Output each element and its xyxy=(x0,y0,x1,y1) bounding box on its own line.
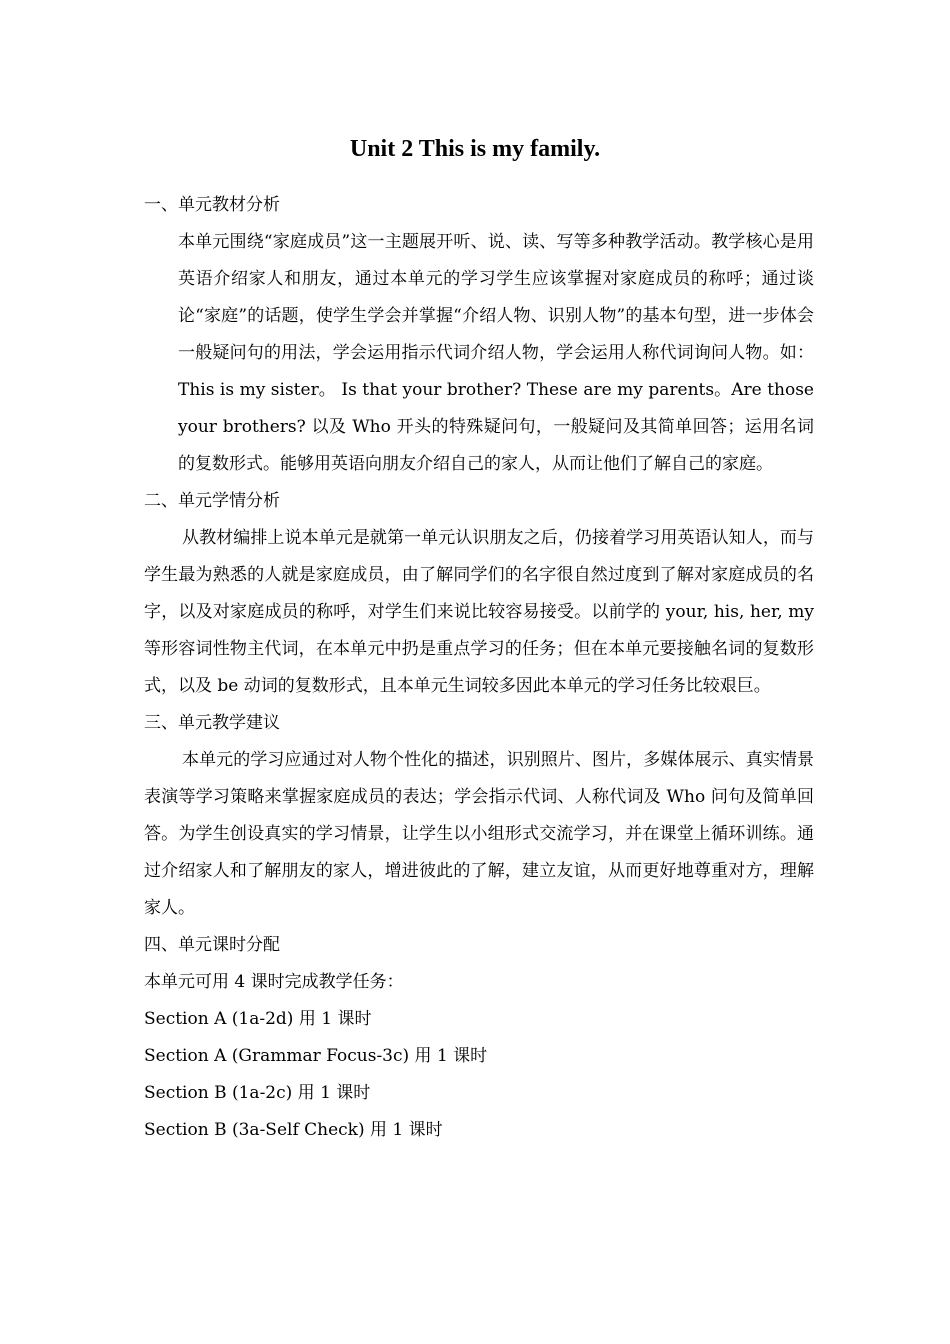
schedule-item: Section B (1a-2c) 用 1 课时 xyxy=(144,1083,371,1103)
schedule-item: Section B (3a-Self Check) 用 1 课时 xyxy=(144,1120,443,1140)
section-body-2: 从教材编排上说本单元是就第一单元认识朋友之后，仍接着学习用英语认知人，而与学生最为熟悉的人就是家庭成员，由了解同学们的名字很自然过度到了解对家庭成员的名字，以及对家庭成员的称呼，对学生们来说比较容易接受。以前学的 your, his, her, my 等形容词性物主代词，在本单元中扔是重点学习的任务；但在本单元要接触名词的复数形式，以及 be 动词的复数形式，且本单元生词较多因此本单元的学习任务比较艰巨。 xyxy=(144,528,814,696)
section-body-3: 本单元的学习应通过对人物个性化的描述，识别照片、图片，多媒体展示、真实情景表演等学习策略来掌握家庭成员的表达；学会指示代词、人称代词及 Who 问句及简单回答。为学生创设真实的学习情景，让学生以小组形式交流学习，并在课堂上循环训练。通过介绍家人和了解朋友的家人，增进彼此的了解，建立友谊，从而更好地尊重对方，理解家人。 xyxy=(144,750,814,918)
schedule-intro: 本单元可用 4 课时完成教学任务： xyxy=(144,972,404,992)
schedule-item: Section A (1a-2d) 用 1 课时 xyxy=(144,1009,372,1029)
section-heading-1: 一、单元教材分析 xyxy=(144,195,280,215)
document-title: Unit 2 This is my family. xyxy=(349,136,601,162)
section-heading-2: 二、单元学情分析 xyxy=(144,491,280,511)
schedule-item: Section A (Grammar Focus-3c) 用 1 课时 xyxy=(144,1046,488,1066)
document-content xyxy=(144,187,814,1149)
section-heading-3: 三、单元教学建议 xyxy=(144,713,280,733)
section-body-1: 本单元围绕“家庭成员”这一主题展开听、说、读、写等多种教学活动。教学核心是用英语介绍家人和朋友，通过本单元的学习学生应该掌握对家庭成员的称呼；通过谈论“家庭”的话题，使学生学会并掌握“介绍人物、识别人物”的基本句型，进一步体会一般疑问句的用法，学会运用指示代词介绍人物，学会运用人称代词询问人物。如：This is my sister。 Is that your brother? These are my parents。Are those your brothers? 以及 Who 开头的特殊疑问句，一般疑问及其简单回答；运用名词的复数形式。能够用英语向朋友介绍自己的家人，从而让他们了解自己的家庭。 xyxy=(178,232,814,474)
section-heading-4: 四、单元课时分配 xyxy=(144,935,280,955)
